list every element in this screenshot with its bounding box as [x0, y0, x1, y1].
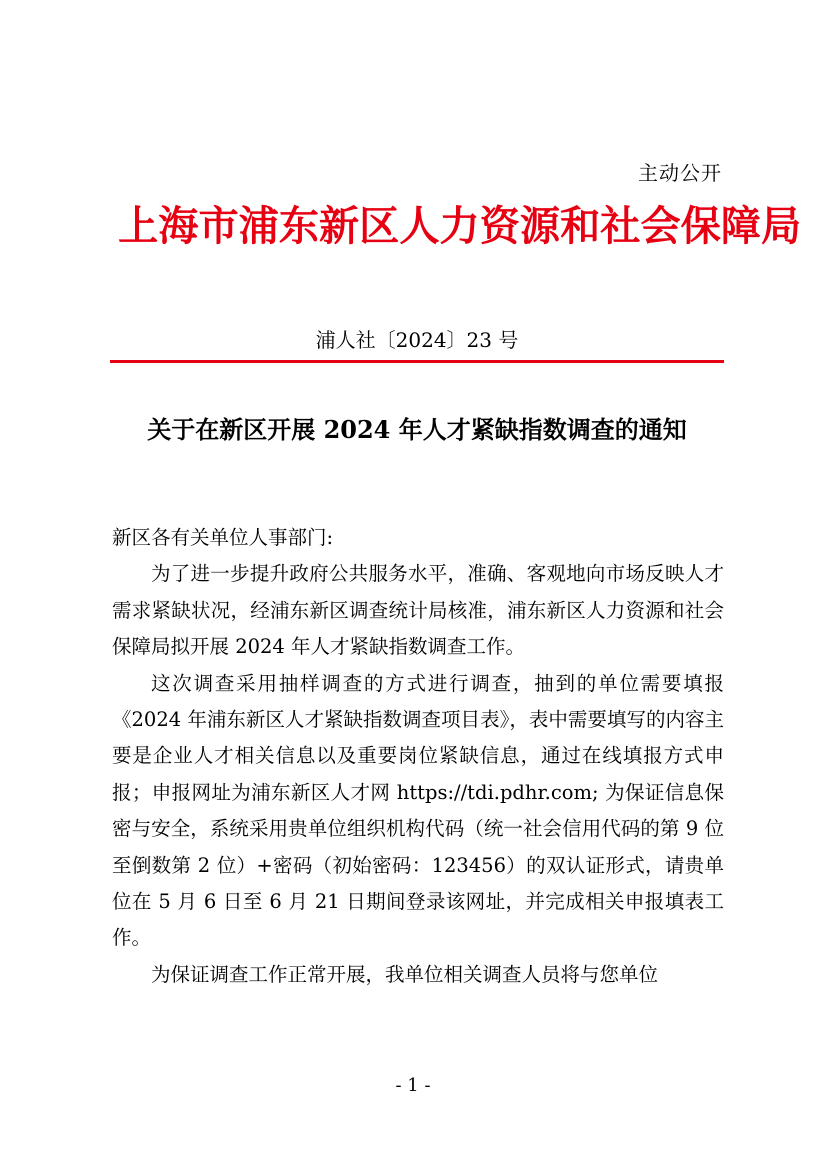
red-separator-line [110, 360, 724, 363]
issuing-organization-title: 上海市浦东新区人力资源和社会保障局 [118, 202, 802, 250]
disclosure-label: 主动公开 [638, 161, 722, 185]
page-number: - 1 - [395, 1075, 431, 1096]
paragraph-2: 这次调查采用抽样调查的方式进行调查，抽到的单位需要填报《2024 年浦东新区人才紧缺指数调查项目表》，表中需要填写的内容主要是企业人才相关信息以及重要岗位紧缺信息，通过在线填报方式申报；申报网址为浦东新区人才网 https://tdi.pdhr.com; 为保证信息保密与安全，系统采用贵单位组织机构代码（统一社会信用代码的第 9 位至倒数第 2 位）+密码（初始密码：123456）的双认证形式，请贵单位在 5 月 6 日至 6 月 21 日期间登录该网址，并完成相关申报填表工作。 [112, 671, 724, 950]
document-body [112, 520, 724, 993]
paragraph-3: 为保证调查工作正常开展，我单位相关调查人员将与您单位 [151, 962, 659, 986]
paragraph-1: 为了进一步提升政府公共服务水平，准确、客观地向市场反映人才需求紧缺状况，经浦东新区调查统计局核准，浦东新区人力资源和社会保障局拟开展 2024 年人才紧缺指数调查工作。 [112, 562, 724, 659]
document-title: 关于在新区开展 2024 年人才紧缺指数调查的通知 [147, 415, 687, 444]
salutation: 新区各有关单位人事部门: [112, 526, 334, 549]
document-number: 浦人社〔2024〕23 号 [315, 328, 519, 352]
